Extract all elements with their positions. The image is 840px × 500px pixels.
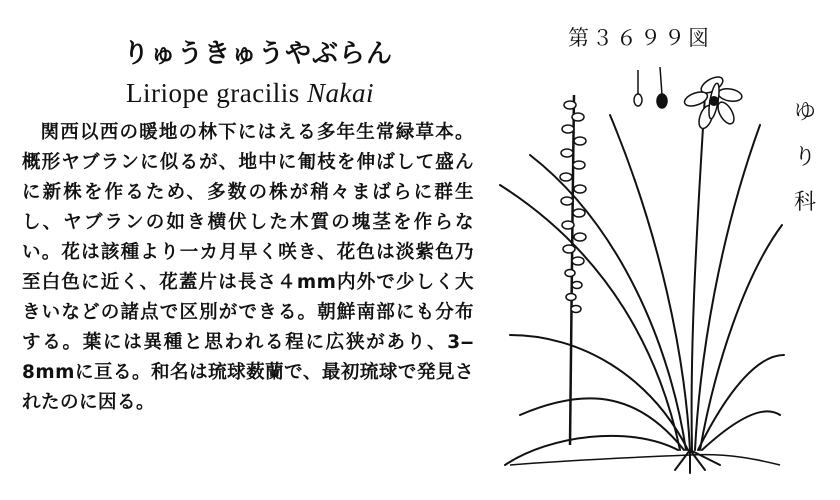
- scientific-name-heading: [90, 78, 410, 109]
- species-description: 関西以西の暖地の林下にはえる多年生常緑草本。概形ヤブランに似るが、地中に匍枝を伸ばして盛んに新株を作るため、多数の株が稍々まばらに群生し、ヤブランの如き横伏した木質の塊茎を作らない。花は該種より一カ月早く咲き、花色は淡紫色乃至白色に近く、花蓋片は長さ４mm内外で少しく大きいなどの諸点で区別ができる。朝鮮南部にも分布する。葉には異種と思われる程に広狭があり、3‒8mmに亘る。和名は琉球薮蘭で、最初琉球で発見されたのに因る。: [22, 122, 474, 413]
- family-label: [790, 90, 820, 225]
- figure-number: 第３６９９図: [568, 26, 712, 50]
- plant-illustration: [490, 55, 785, 475]
- japanese-name-heading: りゅうきゅうやぶらん: [122, 39, 393, 69]
- family-char-1: ゆ: [793, 100, 816, 125]
- scientific-name: Liriope gracilis: [126, 78, 300, 108]
- family-char-2: り: [793, 145, 816, 170]
- family-char-3: 科: [793, 190, 816, 215]
- author-name: Nakai: [306, 78, 374, 108]
